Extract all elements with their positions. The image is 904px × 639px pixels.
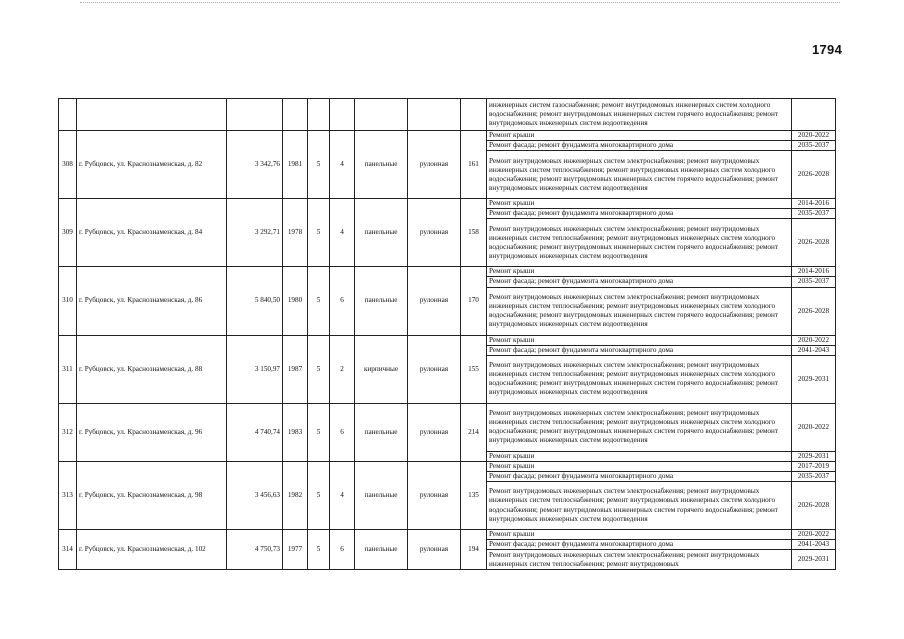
resident-count: 158: [461, 199, 487, 267]
work-description: Ремонт крыши: [487, 131, 792, 141]
table-row: [59, 530, 836, 540]
total-area: 3 456,63: [227, 461, 283, 529]
work-period: 2026-2028: [792, 287, 836, 335]
wall-material: панельные: [355, 461, 408, 529]
row-number: 308: [59, 131, 77, 199]
work-period: 2014-2016: [792, 267, 836, 277]
row-number: 314: [59, 530, 77, 570]
work-period: 2026-2028: [792, 151, 836, 199]
construction-year: 1983: [283, 403, 308, 461]
work-description: Ремонт внутридомовых инженерных систем электроснабжения; ремонт внутридомовых инженерных систем теплоснабжения; ремонт внутридомовых инженерных систем холодного водоснабжения; ремонт внутридомовых инженерных систем горячего водоснабжения; ремонт внутридомовых инженерных систем водоотведения: [487, 482, 792, 530]
empty-cell: [77, 99, 227, 131]
roof-type: рулонная: [408, 530, 461, 570]
work-description: Ремонт фасада; ремонт фундамента многоквартирного дома: [487, 141, 792, 151]
wall-material: панельные: [355, 131, 408, 199]
entrance-count: 2: [330, 335, 355, 403]
work-period: 2041-2043: [792, 540, 836, 550]
work-description: Ремонт внутридомовых инженерных систем электроснабжения; ремонт внутридомовых инженерных систем теплоснабжения; ремонт внутридомовых инженерных систем холодного водоснабжения; ремонт внутридомовых инженерных систем горячего водоснабжения; ремонт внутридомовых инженерных систем водоотведения: [487, 219, 792, 267]
work-period: 2026-2028: [792, 219, 836, 267]
floor-count: 5: [308, 199, 330, 267]
empty-cell: [308, 99, 330, 131]
work-description: Ремонт фасада; ремонт фундамента многоквартирного дома: [487, 277, 792, 287]
roof-type: рулонная: [408, 199, 461, 267]
work-description: Ремонт крыши: [487, 267, 792, 277]
construction-year: 1982: [283, 461, 308, 529]
work-description: Ремонт внутридомовых инженерных систем электроснабжения; ремонт внутридомовых инженерных систем теплоснабжения; ремонт внутридомовых инженерных систем холодного водоснабжения; ремонт внутридомовых инженерных систем горячего водоснабжения; ремонт внутридомовых инженерных систем водоотведения: [487, 355, 792, 403]
work-period: 2017-2019: [792, 461, 836, 471]
row-number: 313: [59, 461, 77, 529]
page-number: 1794: [812, 42, 843, 57]
work-period: 2020-2022: [792, 131, 836, 141]
building-address: г. Рубцовск, ул. Краснознаменская, д. 98: [77, 461, 227, 529]
empty-cell: [461, 99, 487, 131]
floor-count: 5: [308, 530, 330, 570]
work-description: Ремонт внутридомовых инженерных систем электроснабжения; ремонт внутридомовых инженерных систем теплоснабжения; ремонт внутридомовых инженерных систем холодного водоснабжения; ремонт внутридомовых инженерных систем горячего водоснабжения; ремонт внутридомовых инженерных систем водоотведения: [487, 287, 792, 335]
wall-material: кирпичные: [355, 335, 408, 403]
empty-cell: [408, 99, 461, 131]
work-period: 2026-2028: [792, 482, 836, 530]
construction-year: 1978: [283, 199, 308, 267]
total-area: 5 840,50: [227, 267, 283, 335]
work-period: 2014-2016: [792, 199, 836, 209]
empty-cell: [283, 99, 308, 131]
building-address: г. Рубцовск, ул. Краснознаменская, д. 102: [77, 530, 227, 570]
work-description: Ремонт фасада; ремонт фундамента многоквартирного дома: [487, 471, 792, 481]
row-number: 312: [59, 403, 77, 461]
total-area: 4 740,74: [227, 403, 283, 461]
construction-year: 1980: [283, 267, 308, 335]
work-period: 2035-2037: [792, 277, 836, 287]
floor-count: 5: [308, 461, 330, 529]
resident-count: 214: [461, 403, 487, 461]
wall-material: панельные: [355, 530, 408, 570]
work-description: Ремонт фасада; ремонт фундамента многоквартирного дома: [487, 209, 792, 219]
floor-count: 5: [308, 131, 330, 199]
construction-year: 1977: [283, 530, 308, 570]
floor-count: 5: [308, 403, 330, 461]
resident-count: 161: [461, 131, 487, 199]
table-row: [59, 131, 836, 141]
wall-material: панельные: [355, 403, 408, 461]
work-period: 2035-2037: [792, 471, 836, 481]
roof-type: рулонная: [408, 403, 461, 461]
work-description: Ремонт крыши: [487, 451, 792, 461]
resident-count: 194: [461, 530, 487, 570]
work-description: Ремонт внутридомовых инженерных систем электроснабжения; ремонт внутридомовых инженерных систем теплоснабжения; ремонт внутридомовых инженерных систем холодного водоснабжения; ремонт внутридомовых инженерных систем горячего водоснабжения; ремонт внутридомовых инженерных систем водоотведения: [487, 403, 792, 451]
floor-count: 5: [308, 267, 330, 335]
table-row: [59, 461, 836, 471]
entrance-count: 4: [330, 461, 355, 529]
work-description: инженерных систем газоснабжения; ремонт внутридомовых инженерных систем холодного водоснабжения; ремонт внутридомовых инженерных систем горячего водоснабжения; ремонт внутридомовых инженерных систем водоотведения: [487, 99, 792, 131]
building-address: г. Рубцовск, ул. Краснознаменская, д. 82: [77, 131, 227, 199]
row-number: 310: [59, 267, 77, 335]
empty-cell: [355, 99, 408, 131]
work-period: [792, 99, 836, 131]
building-address: г. Рубцовск, ул. Краснознаменская, д. 84: [77, 199, 227, 267]
entrance-count: 4: [330, 131, 355, 199]
work-period: 2029-2031: [792, 451, 836, 461]
row-number: 311: [59, 335, 77, 403]
work-description: Ремонт крыши: [487, 199, 792, 209]
work-period: 2020-2022: [792, 403, 836, 451]
table-row: [59, 267, 836, 277]
resident-count: 155: [461, 335, 487, 403]
roof-type: рулонная: [408, 461, 461, 529]
empty-cell: [59, 99, 77, 131]
work-period: 2041-2043: [792, 345, 836, 355]
table-row: [59, 403, 836, 451]
work-description: Ремонт крыши: [487, 335, 792, 345]
building-address: г. Рубцовск, ул. Краснознаменская, д. 88: [77, 335, 227, 403]
entrance-count: 6: [330, 267, 355, 335]
empty-cell: [330, 99, 355, 131]
total-area: 3 150,97: [227, 335, 283, 403]
roof-type: рулонная: [408, 335, 461, 403]
work-period: 2020-2022: [792, 335, 836, 345]
carry-over-row: [59, 99, 836, 131]
entrance-count: 6: [330, 403, 355, 461]
work-description: Ремонт крыши: [487, 530, 792, 540]
construction-year: 1987: [283, 335, 308, 403]
empty-cell: [227, 99, 283, 131]
building-address: г. Рубцовск, ул. Краснознаменская, д. 86: [77, 267, 227, 335]
work-period: 2029-2031: [792, 355, 836, 403]
total-area: 3 342,76: [227, 131, 283, 199]
wall-material: панельные: [355, 267, 408, 335]
work-description: Ремонт внутридомовых инженерных систем электроснабжения; ремонт внутридомовых инженерных систем теплоснабжения; ремонт внутридомовых: [487, 550, 792, 570]
total-area: 4 750,73: [227, 530, 283, 570]
entrance-count: 6: [330, 530, 355, 570]
work-description: Ремонт внутридомовых инженерных систем электроснабжения; ремонт внутридомовых инженерных систем теплоснабжения; ремонт внутридомовых инженерных систем холодного водоснабжения; ремонт внутридомовых инженерных систем горячего водоснабжения; ремонт внутридомовых инженерных систем водоотведения: [487, 151, 792, 199]
work-period: 2035-2037: [792, 141, 836, 151]
work-description: Ремонт фасада; ремонт фундамента многоквартирного дома: [487, 345, 792, 355]
scan-top-edge: [80, 2, 840, 5]
floor-count: 5: [308, 335, 330, 403]
resident-count: 170: [461, 267, 487, 335]
work-description: Ремонт фасада; ремонт фундамента многоквартирного дома: [487, 540, 792, 550]
work-description: Ремонт крыши: [487, 461, 792, 471]
roof-type: рулонная: [408, 131, 461, 199]
row-number: 309: [59, 199, 77, 267]
work-period: 2035-2037: [792, 209, 836, 219]
resident-count: 135: [461, 461, 487, 529]
construction-year: 1981: [283, 131, 308, 199]
table-row: [59, 199, 836, 209]
total-area: 3 292,71: [227, 199, 283, 267]
work-period: 2020-2022: [792, 530, 836, 540]
entrance-count: 4: [330, 199, 355, 267]
capital-repair-register-table: [58, 98, 836, 570]
roof-type: рулонная: [408, 267, 461, 335]
wall-material: панельные: [355, 199, 408, 267]
table-row: [59, 335, 836, 345]
register-body: [59, 99, 836, 570]
work-period: 2029-2031: [792, 550, 836, 570]
building-address: г. Рубцовск, ул. Краснознаменская, д. 96: [77, 403, 227, 461]
